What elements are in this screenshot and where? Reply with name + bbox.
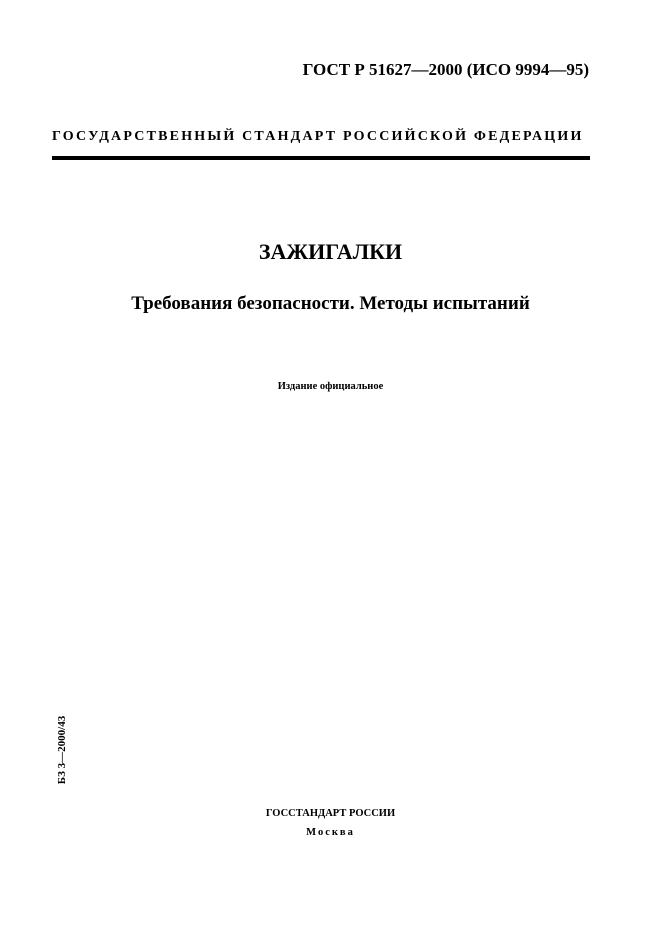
publisher-name: ГОССТАНДАРТ РОССИИ [265,808,396,819]
side-catalog-code: БЗ 3—2000/43 [56,715,68,785]
series-title: ГОСУДАРСТВЕННЫЙ СТАНДАРТ РОССИЙСКОЙ ФЕДЕРАЦИИ [52,129,584,144]
document-code: ГОСТ Р 51627—2000 (ИСО 9994—95) [302,60,589,79]
page-subtitle: Требования безопасности. Методы испытаний [131,293,530,314]
edition-note: Издание официальное [277,381,384,392]
header-divider [52,156,590,160]
publisher-city: Москва [306,827,355,838]
page-title: ЗАЖИГАЛКИ [258,239,403,264]
